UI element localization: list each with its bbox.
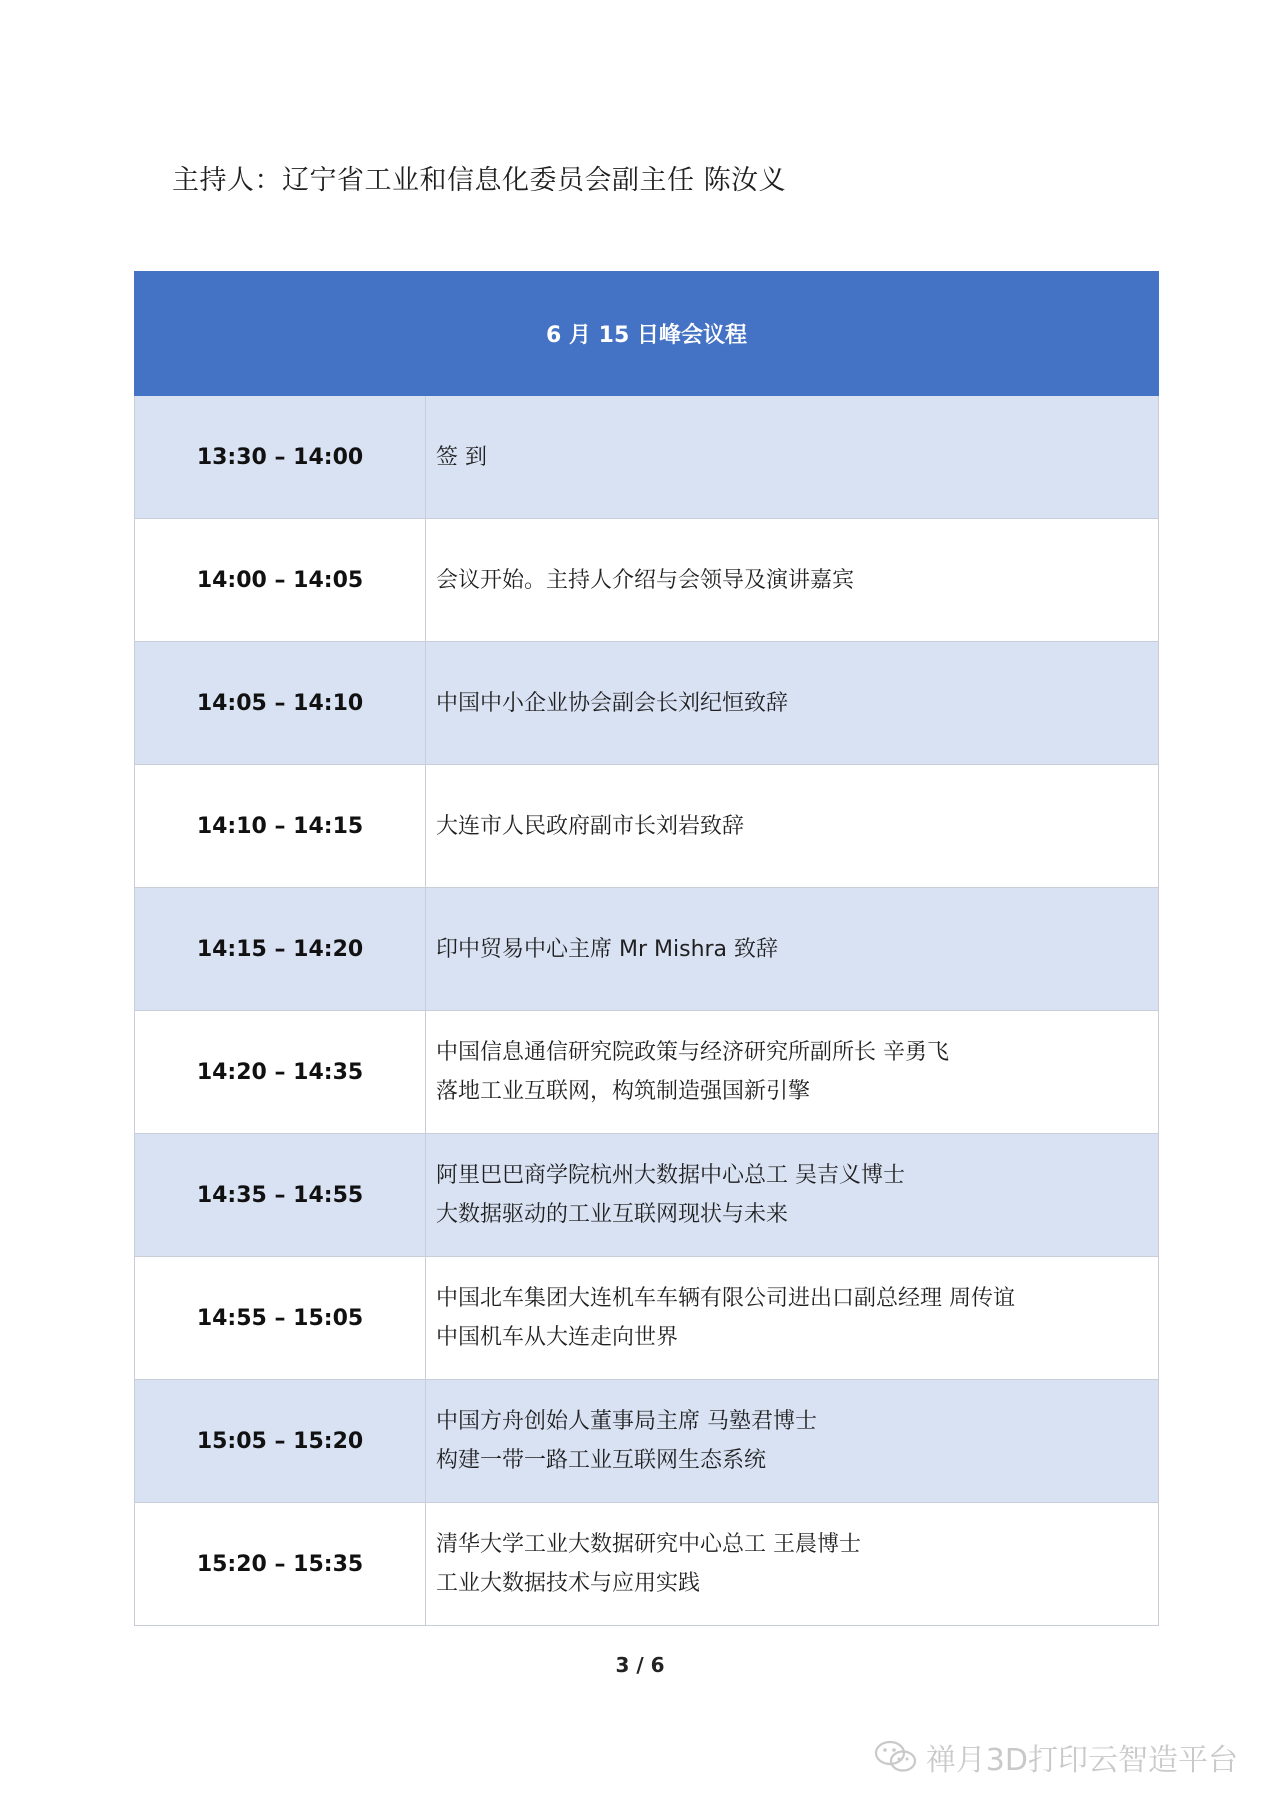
- agenda-description-line: 中国机车从大连走向世界: [436, 1325, 679, 1350]
- agenda-description-line: 大数据驱动的工业互联网现状与未来: [436, 1202, 789, 1227]
- agenda-row: [135, 1134, 1159, 1257]
- agenda-row: [135, 1503, 1159, 1626]
- agenda-body: [135, 396, 1159, 1626]
- agenda-time: 14:05 – 14:10: [135, 642, 426, 765]
- agenda-description: [426, 1503, 1159, 1626]
- agenda-row: [135, 642, 1159, 765]
- agenda-row: [135, 888, 1159, 1011]
- agenda-time: 14:55 – 15:05: [135, 1257, 426, 1380]
- agenda-row: [135, 765, 1159, 888]
- agenda-description-line: 签 到: [436, 444, 487, 470]
- agenda-description-line: 会议开始。主持人介绍与会领导及演讲嘉宾: [436, 567, 855, 593]
- watermark-text: 禅月3D打印云智造平台: [925, 1743, 1238, 1778]
- wechat-icon: [874, 1739, 918, 1775]
- agenda-description: [426, 1011, 1159, 1134]
- agenda-time: 13:30 – 14:00: [135, 396, 426, 519]
- agenda-description: [426, 888, 1159, 1011]
- agenda-time: 14:20 – 14:35: [135, 1011, 426, 1134]
- agenda-table: [134, 271, 1159, 1626]
- agenda-description-line: 中国方舟创始人董事局主席 马塾君博士: [436, 1409, 817, 1434]
- agenda-header: 6 月 15 日峰会议程: [135, 272, 1159, 396]
- agenda-description-line: 中国信息通信研究院政策与经济研究所副所长 辛勇飞: [436, 1040, 949, 1065]
- agenda-description: [426, 1257, 1159, 1380]
- agenda-description-line: 构建一带一路工业互联网生态系统: [436, 1448, 767, 1473]
- agenda-description: [426, 1134, 1159, 1257]
- agenda-time: 14:00 – 14:05: [135, 519, 426, 642]
- host-line: 主持人：辽宁省工业和信息化委员会副主任 陈汝义: [172, 165, 787, 196]
- agenda-description-line: 工业大数据技术与应用实践: [436, 1571, 701, 1596]
- agenda-row: [135, 1257, 1159, 1380]
- agenda-description-line: 落地工业互联网，构筑制造强国新引擎: [436, 1079, 811, 1104]
- agenda-description: [426, 765, 1159, 888]
- agenda-description-line: 中国北车集团大连机车车辆有限公司进出口副总经理 周传谊: [436, 1286, 1015, 1311]
- agenda-time: 14:10 – 14:15: [135, 765, 426, 888]
- agenda-description: [426, 642, 1159, 765]
- agenda-time: 14:35 – 14:55: [135, 1134, 426, 1257]
- agenda-description-line: 阿里巴巴商学院杭州大数据中心总工 吴吉义博士: [436, 1163, 905, 1188]
- agenda-description: [426, 1380, 1159, 1503]
- agenda-time: 15:05 – 15:20: [135, 1380, 426, 1503]
- agenda-description-line: 中国中小企业协会副会长刘纪恒致辞: [436, 690, 789, 716]
- agenda-row: [135, 519, 1159, 642]
- agenda-description: [426, 519, 1159, 642]
- agenda-time: 15:20 – 15:35: [135, 1503, 426, 1626]
- agenda-row: [135, 1380, 1159, 1503]
- agenda-time: 14:15 – 14:20: [135, 888, 426, 1011]
- agenda-description-line: 大连市人民政府副市长刘岩致辞: [436, 813, 745, 839]
- agenda-row: [135, 396, 1159, 519]
- watermark: [874, 1735, 1238, 1779]
- agenda-description-line: 印中贸易中心主席 Mr Mishra 致辞: [436, 936, 779, 962]
- agenda-description-line: 清华大学工业大数据研究中心总工 王晨博士: [436, 1532, 861, 1557]
- page-number: 3 / 6: [615, 1653, 665, 1677]
- agenda-row: [135, 1011, 1159, 1134]
- agenda-description: [426, 396, 1159, 519]
